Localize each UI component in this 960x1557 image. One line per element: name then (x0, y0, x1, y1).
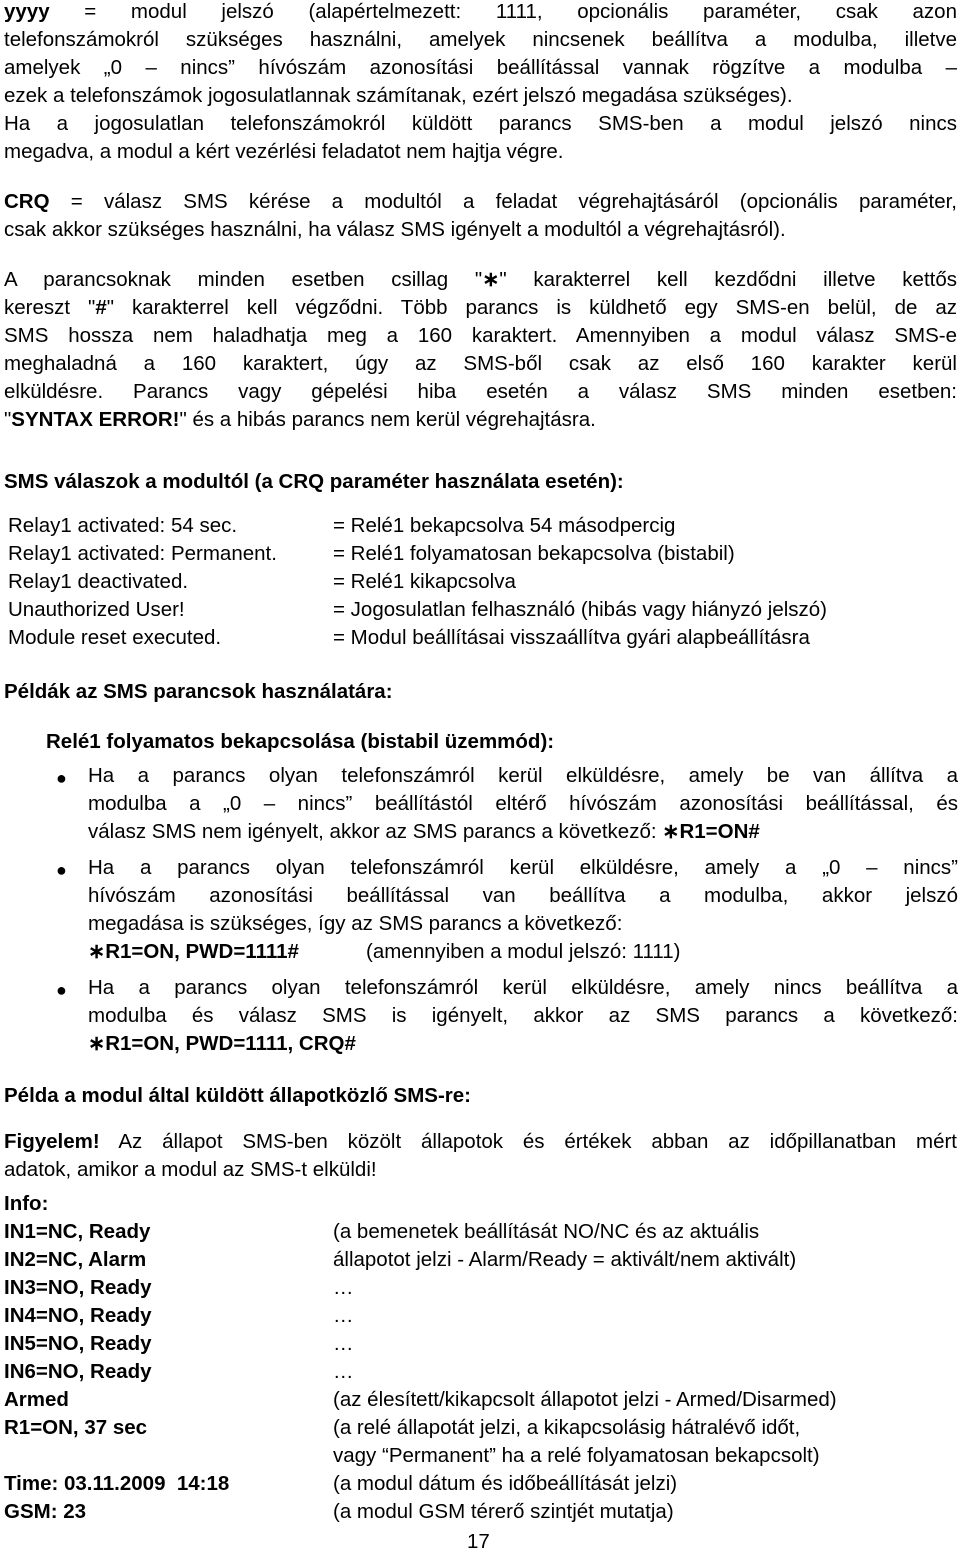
text: " (4, 408, 12, 431)
bullet-1-line-2: modulba a „0 – nincs” beállítástól eltérő hívószám azonosítási beállítással, és (88, 792, 958, 815)
response-meaning: = Modul beállításai visszaállítva gyári alapbeállításra (333, 626, 810, 649)
responses-heading: SMS válaszok a modultól (a CRQ paraméter használata esetén): (4, 470, 624, 493)
bullet-3-line-1: Ha a parancs olyan telefonszámról kerül elküldésre, amely nincs beállítva a (88, 976, 958, 999)
status-key: Armed (4, 1388, 69, 1411)
bullet-2-line-1: Ha a parancs olyan telefonszámról kerül elküldésre, amely a „0 – nincs” (88, 856, 958, 879)
password-param-line-5: Ha a jogosulatlan telefonszámokról küldött parancs SMS-ben a modul jelszó nincs (4, 112, 957, 135)
hash-symbol: # (95, 296, 107, 319)
status-key: IN3=NO, Ready (4, 1276, 152, 1299)
syntax-line-3: SMS hossza nem haladhatja meg a 160 karaktert. Amennyiben a modul válasz SMS-e (4, 324, 957, 347)
status-key: Info: (4, 1192, 49, 1215)
status-desc: … (333, 1360, 354, 1383)
crq-param-line-2: csak akkor szükséges használni, ha válasz SMS igényelt a modultól a végrehajtásról). (4, 218, 786, 241)
asterisk-icon: ∗ (88, 1032, 106, 1055)
asterisk-icon: ∗ (88, 940, 106, 963)
response-meaning: = Relé1 bekapcsolva 54 másodpercig (333, 514, 676, 537)
status-desc: vagy “Permanent” ha a relé folyamatosan bekapcsolt) (333, 1444, 820, 1467)
text: " és a hibás parancs nem kerül végrehajtásra. (179, 408, 596, 431)
status-key: GSM: 23 (4, 1500, 87, 1523)
status-key: IN6=NO, Ready (4, 1360, 152, 1383)
status-desc: (a bemenetek beállítását NO/NC és az aktuális (333, 1220, 760, 1243)
bullet-1-line-1: Ha a parancs olyan telefonszámról kerül elküldésre, amely be van állítva a (88, 764, 958, 787)
response-sms: Relay1 deactivated. (8, 570, 189, 593)
response-meaning: = Relé1 folyamatosan bekapcsolva (bistabil) (333, 542, 735, 565)
syntax-line-1 (4, 266, 957, 294)
sms-command: R1=ON, PWD=1111# (105, 940, 299, 963)
status-key: IN2=NC, Alarm (4, 1248, 147, 1271)
status-desc: (a modul dátum és időbeállítását jelzi) (333, 1472, 678, 1495)
status-desc: … (333, 1332, 354, 1355)
text: kereszt " (4, 296, 96, 319)
bullet-3-line-3 (88, 1030, 356, 1058)
command-note: (amennyiben a modul jelszó: 1111) (366, 940, 681, 963)
password-param-line-2: telefonszámokról szükséges használni, amelyek nincsenek beállítva a modulba, illetve (4, 28, 957, 51)
bullet-icon: ● (56, 768, 67, 788)
bullet-2-line-3: megadása is szükséges, így az SMS parancs a következő: (88, 912, 623, 935)
param-keyword: yyyy (4, 0, 50, 23)
syntax-error-text: SYNTAX ERROR! (11, 408, 180, 431)
sms-command: R1=ON# (679, 820, 760, 843)
response-sms: Relay1 activated: Permanent. (8, 542, 277, 565)
asterisk-icon: ∗ (662, 820, 680, 843)
status-heading: Példa a modul által küldött állapotközlő SMS-re: (4, 1084, 472, 1107)
status-desc: (a relé állapotát jelzi, a kikapcsolásig hátralévő időt, (333, 1416, 801, 1439)
password-param-line-6: megadva, a modul a kért vezérlési feladatot nem hajtja végre. (4, 140, 564, 163)
text: válasz SMS nem igényelt, akkor az SMS parancs a következő: (88, 820, 663, 843)
text: " karakterrel kell végződni. Több parancs is küldhető egy SMS-en belül, de az (106, 296, 957, 319)
status-key: Time: 03.11.2009 14:18 (4, 1472, 230, 1495)
response-meaning: = Jogosulatlan felhasználó (hibás vagy hiányzó jelszó) (333, 598, 828, 621)
password-param-line-1 (4, 0, 957, 26)
param-keyword: CRQ (4, 190, 50, 213)
bullet-1-line-3 (88, 818, 760, 846)
status-key: IN4=NO, Ready (4, 1304, 152, 1327)
bullet-icon: ● (56, 860, 67, 880)
status-desc: … (333, 1276, 354, 1299)
response-sms: Relay1 activated: 54 sec. (8, 514, 238, 537)
relay-heading: Relé1 folyamatos bekapcsolása (bistabil üzemmód): (46, 730, 555, 753)
text: = modul jelszó (alapértelmezett: 1111, opcionális paraméter, csak azon (49, 0, 957, 23)
bullet-icon: ● (56, 980, 67, 1000)
sms-command: R1=ON, PWD=1111, CRQ# (105, 1032, 356, 1055)
syntax-line-6 (4, 406, 957, 434)
page-number: 17 (467, 1530, 490, 1553)
status-desc: (az élesített/kikapcsolt állapotot jelzi - Armed/Disarmed) (333, 1388, 837, 1411)
password-param-line-4: ezek a telefonszámok jogosulatlannak számítanak, ezért jelszó megadása szükséges). (4, 84, 793, 107)
text: = válasz SMS kérése a modultól a feladat végrehajtásáról (opcionális paraméter, (49, 190, 957, 213)
status-desc: állapotot jelzi - Alarm/Ready = aktivált/nem aktivált) (333, 1248, 797, 1271)
response-sms: Module reset executed. (8, 626, 222, 649)
examples-heading: Példák az SMS parancsok használatára: (4, 680, 393, 703)
syntax-line-5: elküldésre. Parancs vagy gépelési hiba esetén a válasz SMS minden esetben: (4, 380, 957, 403)
bullet-2-line-2: hívószám azonosítási beállítással van beállítva a modulba, akkor jelszó (88, 884, 958, 907)
syntax-line-2 (4, 294, 957, 322)
crq-param-line-1 (4, 188, 957, 216)
password-param-line-3: amelyek „0 – nincs” hívószám azonosítási beállítással vannak rögzítve a modulba – (4, 56, 957, 79)
warning-label: Figyelem! (4, 1130, 100, 1153)
status-key: IN5=NO, Ready (4, 1332, 152, 1355)
syntax-line-4: meghaladná a 160 karaktert, úgy az SMS-ből csak az első 160 karakter kerül (4, 352, 957, 375)
status-desc: (a modul GSM térerő szintjét mutatja) (333, 1500, 674, 1523)
warning-line-2: adatok, amikor a modul az SMS-t elküldi! (4, 1158, 377, 1181)
text: Az állapot SMS-ben közölt állapotok és értékek abban az időpillanatban mért (99, 1130, 957, 1153)
text: A parancsoknak minden esetben csillag " (4, 268, 483, 291)
status-key: R1=ON, 37 sec (4, 1416, 148, 1439)
bullet-2-line-4 (88, 938, 299, 966)
warning-line-1 (4, 1128, 957, 1156)
text: " karakterrel kell kezdődni illetve kettős (499, 268, 957, 291)
bullet-3-line-2: modulba és válasz SMS is igényelt, akkor az SMS parancs a következő: (88, 1004, 958, 1027)
response-meaning: = Relé1 kikapcsolva (333, 570, 516, 593)
status-key: IN1=NC, Ready (4, 1220, 151, 1243)
response-sms: Unauthorized User! (8, 598, 185, 621)
status-desc: … (333, 1304, 354, 1327)
asterisk-icon: ∗ (482, 268, 500, 291)
